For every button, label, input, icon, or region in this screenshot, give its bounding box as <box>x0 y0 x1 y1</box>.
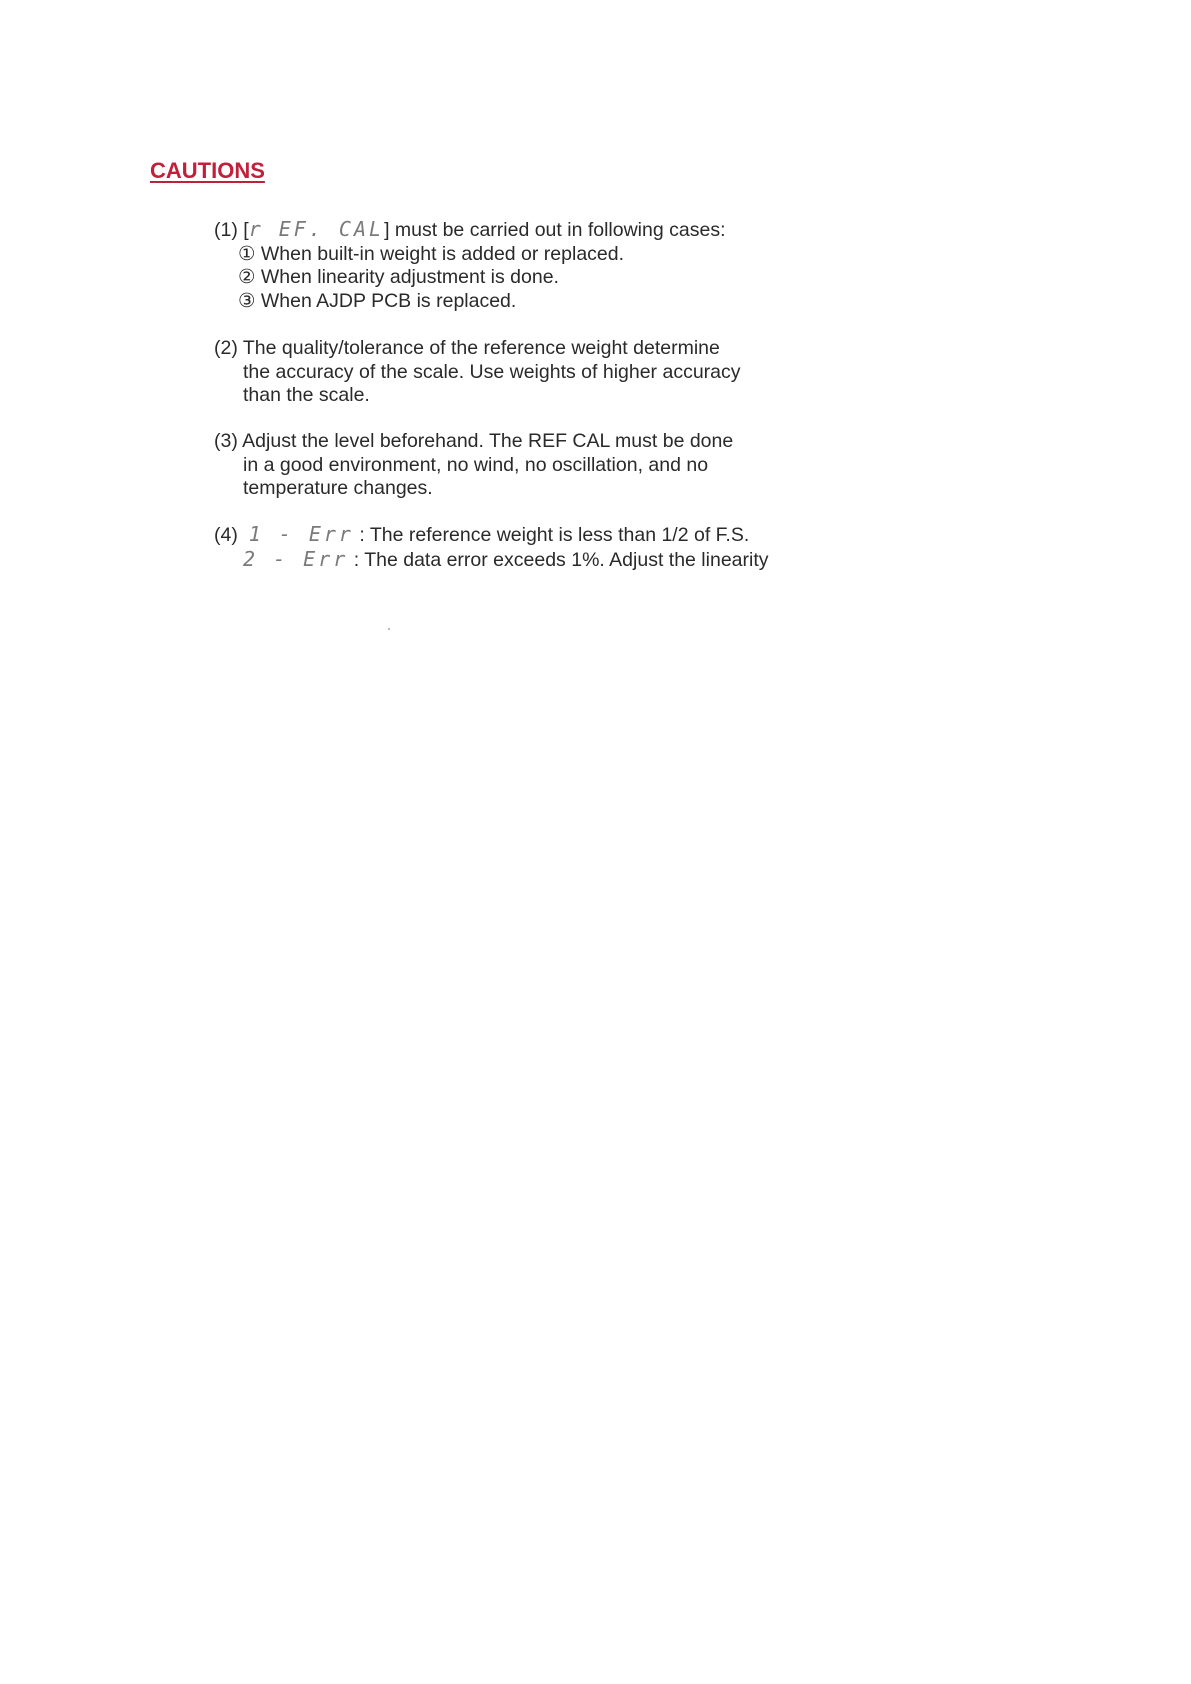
scan-speck <box>388 628 390 630</box>
caution-3-line-3: temperature changes. <box>243 477 433 499</box>
caution-1-line <box>214 218 725 243</box>
caution-item-4 <box>214 523 769 572</box>
caution-1-case-1: ① When built-in weight is added or replaced. <box>238 242 625 265</box>
caution-item-3 <box>214 430 733 501</box>
caution-1-case-3: ③ When AJDP PCB is replaced. <box>238 289 517 312</box>
caution-4-line-2 <box>214 548 769 573</box>
caution-2-line-2: the accuracy of the scale. Use weights of higher accuracy <box>243 360 741 383</box>
caution-1-number: (1) <box>214 219 238 241</box>
caution-3-line-2: in a good environment, no wind, no oscillation, and no <box>243 453 709 476</box>
caution-1-text: must be carried out in following cases: <box>394 219 726 241</box>
caution-1-case-2: ② When linearity adjustment is done. <box>238 266 559 288</box>
bracket-open: [ <box>243 219 249 241</box>
caution-2-line-3: than the scale. <box>243 384 370 406</box>
caution-4-line-1 <box>214 523 769 548</box>
ref-cal-display-code: r EF. CAL <box>248 217 385 241</box>
caution-2-line-1: (2) The quality/tolerance of the reference weight determine <box>214 337 720 359</box>
bracket-close: ] <box>384 219 390 241</box>
caution-item-1 <box>214 218 725 313</box>
error-code-2: 2 - Err <box>243 546 349 571</box>
caution-item-2 <box>214 337 741 408</box>
error-code-1-description: : The reference weight is less than 1/2 of F.S. <box>359 524 750 546</box>
caution-4-number: (4) <box>214 524 238 546</box>
caution-3-line-1: (3) Adjust the level beforehand. The REF CAL must be done <box>214 430 734 452</box>
error-code-1: 1 - Err <box>248 522 354 546</box>
error-code-2-description: : The data error exceeds 1%. Adjust the linearity <box>353 548 769 571</box>
cautions-heading: CAUTIONS <box>150 158 265 183</box>
